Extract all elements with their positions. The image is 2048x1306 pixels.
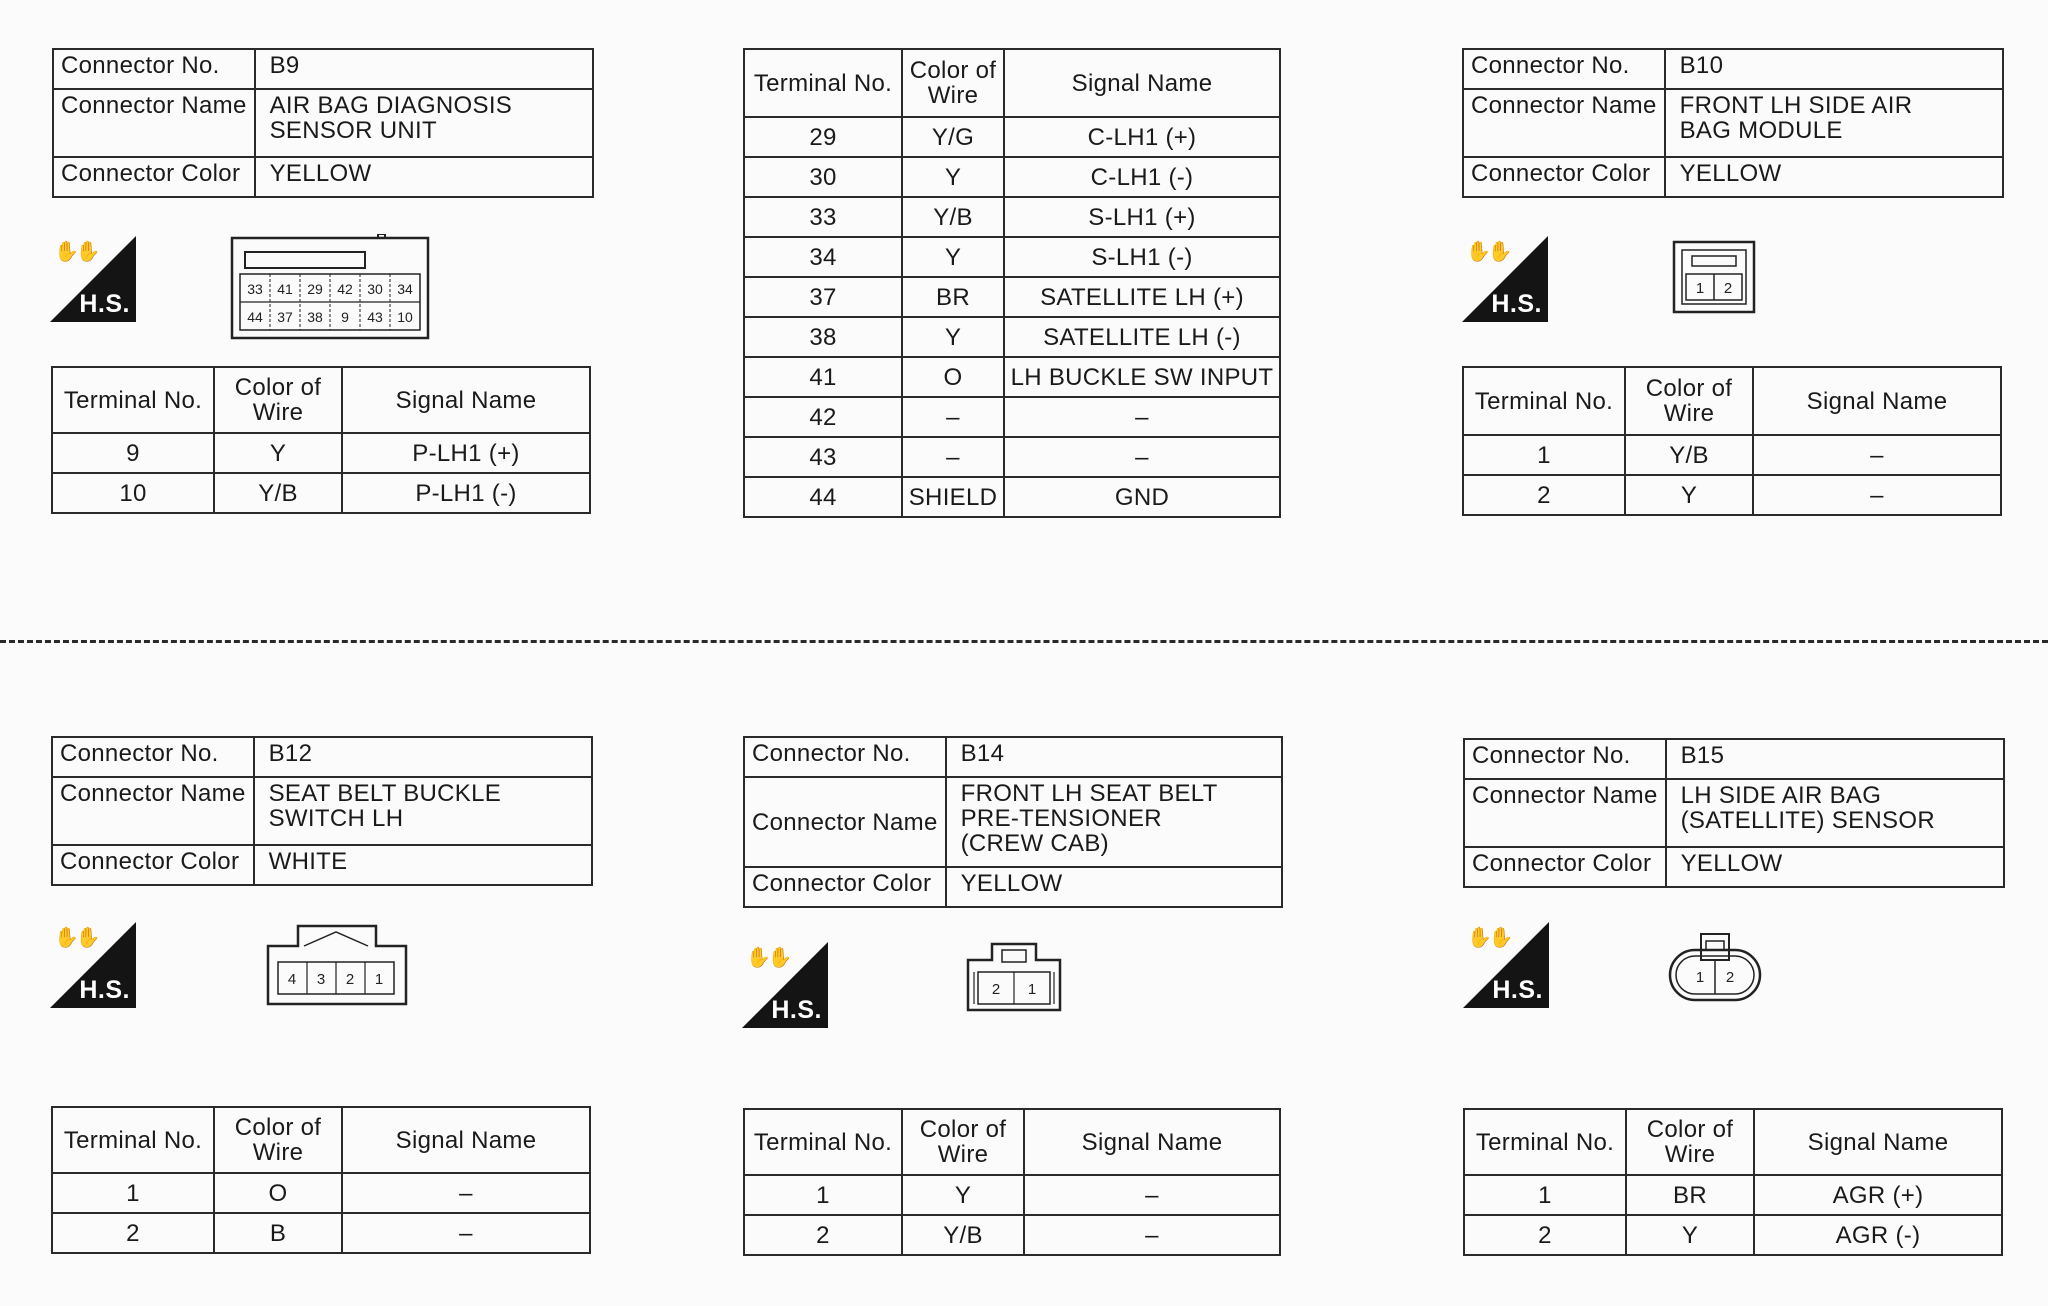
- connector-no-value: B15: [1666, 739, 2004, 779]
- b14-connector-info: [743, 736, 1283, 908]
- pin-label: 29: [307, 281, 323, 297]
- wire-color-cell: Y/G: [902, 117, 1004, 157]
- terminal-no-header: Terminal No.: [1463, 367, 1625, 435]
- connector-name-label: Connector Name: [52, 777, 254, 845]
- signal-name-cell: S-LH1 (+): [1004, 197, 1280, 237]
- signal-name-header: Signal Name: [1754, 1109, 2002, 1175]
- terminal-no-cell: 2: [1463, 475, 1625, 515]
- connector-no-label: Connector No.: [52, 737, 254, 777]
- b9-connector-face-icon: [230, 234, 430, 344]
- signal-name-cell: P-LH1 (+): [342, 433, 590, 473]
- pin-label: 2: [991, 981, 1001, 998]
- wire-color-cell: Y: [902, 237, 1004, 277]
- table-row: [744, 397, 1280, 437]
- wire-color-cell: Y/B: [902, 197, 1004, 237]
- table-row: [744, 437, 1280, 477]
- connector-name-value: FRONT LH SIDE AIR BAG MODULE: [1665, 89, 2003, 157]
- connector-color-value: WHITE: [254, 845, 592, 885]
- hs-badge: [742, 942, 828, 1028]
- wire-color-cell: BR: [1626, 1175, 1754, 1215]
- connector-name-label: Connector Name: [1463, 89, 1665, 157]
- signal-name-cell: S-LH1 (-): [1004, 237, 1280, 277]
- harness-side-hand-icon: ✋✋: [54, 239, 98, 263]
- table-row: [744, 357, 1280, 397]
- table-row: [1464, 1215, 2002, 1255]
- connector-color-value: YELLOW: [255, 157, 593, 197]
- harness-side-hand-icon: ✋✋: [54, 925, 98, 949]
- connector-color-value: YELLOW: [1666, 847, 2004, 887]
- table-row: [1463, 475, 2001, 515]
- signal-name-cell: –: [1753, 435, 2001, 475]
- terminal-no-cell: 33: [744, 197, 902, 237]
- pin-label: 1: [1027, 981, 1037, 998]
- pin-label: 4: [287, 971, 297, 988]
- table-row: [52, 1213, 590, 1253]
- b14-terminal-table: [743, 1108, 1281, 1256]
- harness-side-hand-icon: ✋✋: [1466, 239, 1510, 263]
- pin-label: 33: [247, 281, 263, 297]
- b15-connector-face-icon: [1668, 930, 1762, 1006]
- connector-color-value: YELLOW: [946, 867, 1282, 907]
- hs-label: H.S.: [1491, 290, 1542, 318]
- terminal-no-header: Terminal No.: [52, 1107, 214, 1173]
- signal-name-cell: C-LH1 (-): [1004, 157, 1280, 197]
- b12-terminal-table: [51, 1106, 591, 1254]
- connector-color-label: Connector Color: [1464, 847, 1666, 887]
- terminal-no-cell: 9: [52, 433, 214, 473]
- b10-terminal-table: [1462, 366, 2002, 516]
- connector-name-label: Connector Name: [1464, 779, 1666, 847]
- wire-color-cell: Y/B: [1625, 435, 1753, 475]
- terminal-no-cell: 2: [52, 1213, 214, 1253]
- signal-name-header: Signal Name: [342, 367, 590, 433]
- connector-name-value: SEAT BELT BUCKLE SWITCH LH: [254, 777, 592, 845]
- signal-name-cell: C-LH1 (+): [1004, 117, 1280, 157]
- pin-label: 38: [307, 309, 323, 325]
- terminal-no-cell: 43: [744, 437, 902, 477]
- hs-badge: [50, 236, 136, 322]
- b9-terminal-table-continued: [743, 48, 1281, 518]
- terminal-no-cell: 1: [1463, 435, 1625, 475]
- table-row: [744, 197, 1280, 237]
- terminal-no-cell: 1: [744, 1175, 902, 1215]
- b10-connector-info: [1462, 48, 2004, 198]
- b14-connector-face-icon: [966, 938, 1062, 1014]
- hs-label: H.S.: [1492, 976, 1543, 1004]
- wire-color-cell: Y: [902, 1175, 1024, 1215]
- table-row: [52, 1173, 590, 1213]
- table-row: [744, 157, 1280, 197]
- pin-label: 43: [367, 309, 383, 325]
- table-row: [1464, 1175, 2002, 1215]
- signal-name-cell: AGR (-): [1754, 1215, 2002, 1255]
- connector-no-label: Connector No.: [1463, 49, 1665, 89]
- connector-no-label: Connector No.: [53, 49, 255, 89]
- terminal-no-cell: 38: [744, 317, 902, 357]
- connector-no-value: B12: [254, 737, 592, 777]
- color-of-wire-header: Color of Wire: [214, 1107, 342, 1173]
- harness-side-hand-icon: ✋✋: [1467, 925, 1511, 949]
- terminal-no-header: Terminal No.: [744, 49, 902, 117]
- connector-no-value: B14: [946, 737, 1282, 777]
- terminal-no-cell: 37: [744, 277, 902, 317]
- wire-color-cell: BR: [902, 277, 1004, 317]
- hs-label: H.S.: [79, 976, 130, 1004]
- table-row: [744, 237, 1280, 277]
- pin-label: 2: [345, 971, 355, 988]
- pin-label: 10: [397, 309, 413, 325]
- wire-color-cell: SHIELD: [902, 477, 1004, 517]
- wire-color-cell: –: [902, 437, 1004, 477]
- signal-name-header: Signal Name: [1004, 49, 1280, 117]
- signal-name-cell: GND: [1004, 477, 1280, 517]
- b15-connector-info: [1463, 738, 2005, 888]
- hs-label: H.S.: [771, 996, 822, 1024]
- table-row: [744, 277, 1280, 317]
- wire-color-cell: Y: [902, 157, 1004, 197]
- pin-label: 1: [374, 971, 384, 988]
- b12-connector-face-icon: [266, 922, 408, 1006]
- signal-name-cell: –: [1753, 475, 2001, 515]
- color-of-wire-header: Color of Wire: [1626, 1109, 1754, 1175]
- pin-label: 44: [247, 309, 263, 325]
- signal-name-cell: LH BUCKLE SW INPUT: [1004, 357, 1280, 397]
- b10-connector-face-icon: [1672, 240, 1756, 314]
- table-row: [1463, 435, 2001, 475]
- terminal-no-cell: 42: [744, 397, 902, 437]
- connector-name-label: Connector Name: [53, 89, 255, 157]
- terminal-no-cell: 2: [1464, 1215, 1626, 1255]
- color-of-wire-header: Color of Wire: [902, 1109, 1024, 1175]
- connector-name-value: FRONT LH SEAT BELT PRE-TENSIONER (CREW CAB): [946, 777, 1282, 867]
- terminal-no-cell: 1: [1464, 1175, 1626, 1215]
- wire-color-cell: Y: [214, 433, 342, 473]
- signal-name-header: Signal Name: [1024, 1109, 1280, 1175]
- pin-label: 37: [277, 309, 293, 325]
- pin-label: 30: [367, 281, 383, 297]
- terminal-no-header: Terminal No.: [52, 367, 214, 433]
- terminal-no-cell: 1: [52, 1173, 214, 1213]
- terminal-no-cell: 30: [744, 157, 902, 197]
- wire-color-cell: –: [902, 397, 1004, 437]
- terminal-no-cell: 10: [52, 473, 214, 513]
- pin-label: 1: [1695, 969, 1705, 986]
- connector-color-label: Connector Color: [744, 867, 946, 907]
- hs-label: H.S.: [79, 290, 130, 318]
- hs-badge: [1463, 922, 1549, 1008]
- b12-connector-info: [51, 736, 593, 886]
- table-row: [744, 317, 1280, 357]
- pin-label: 3: [316, 971, 326, 988]
- table-row: [744, 1175, 1280, 1215]
- signal-name-cell: –: [1004, 437, 1280, 477]
- connector-color-value: YELLOW: [1665, 157, 2003, 197]
- wire-color-cell: Y/B: [902, 1215, 1024, 1255]
- table-row: [52, 473, 590, 513]
- table-row: [744, 477, 1280, 517]
- wire-color-cell: Y: [1625, 475, 1753, 515]
- table-row: [744, 117, 1280, 157]
- pin-label: 2: [1723, 280, 1733, 297]
- terminal-no-header: Terminal No.: [1464, 1109, 1626, 1175]
- signal-name-cell: –: [1004, 397, 1280, 437]
- terminal-no-header: Terminal No.: [744, 1109, 902, 1175]
- terminal-no-cell: 29: [744, 117, 902, 157]
- terminal-no-cell: 44: [744, 477, 902, 517]
- connector-color-label: Connector Color: [1463, 157, 1665, 197]
- signal-name-cell: –: [1024, 1215, 1280, 1255]
- signal-name-cell: –: [342, 1173, 590, 1213]
- signal-name-cell: –: [1024, 1175, 1280, 1215]
- connector-name-value: AIR BAG DIAGNOSIS SENSOR UNIT: [255, 89, 593, 157]
- hs-badge: [1462, 236, 1548, 322]
- signal-name-header: Signal Name: [342, 1107, 590, 1173]
- wire-color-cell: Y: [1626, 1215, 1754, 1255]
- connector-color-label: Connector Color: [52, 845, 254, 885]
- signal-name-cell: SATELLITE LH (+): [1004, 277, 1280, 317]
- connector-no-value: B9: [255, 49, 593, 89]
- color-of-wire-header: Color of Wire: [214, 367, 342, 433]
- connector-no-value: B10: [1665, 49, 2003, 89]
- color-of-wire-header: Color of Wire: [1625, 367, 1753, 435]
- terminal-no-cell: 41: [744, 357, 902, 397]
- signal-name-header: Signal Name: [1753, 367, 2001, 435]
- wire-color-cell: Y/B: [214, 473, 342, 513]
- b9-terminal-table: [51, 366, 591, 514]
- terminal-no-cell: 34: [744, 237, 902, 277]
- signal-name-cell: P-LH1 (-): [342, 473, 590, 513]
- wire-color-cell: O: [902, 357, 1004, 397]
- b9-connector-info: [52, 48, 594, 198]
- color-of-wire-header: Color of Wire: [902, 49, 1004, 117]
- pin-label: 34: [397, 281, 413, 297]
- wire-color-cell: B: [214, 1213, 342, 1253]
- connector-no-label: Connector No.: [744, 737, 946, 777]
- connector-no-label: Connector No.: [1464, 739, 1666, 779]
- pin-label: 2: [1725, 969, 1735, 986]
- connector-color-label: Connector Color: [53, 157, 255, 197]
- terminal-no-cell: 2: [744, 1215, 902, 1255]
- section-divider: [0, 640, 2048, 643]
- pin-label: 41: [277, 281, 293, 297]
- harness-side-hand-icon: ✋✋: [746, 945, 790, 969]
- signal-name-cell: SATELLITE LH (-): [1004, 317, 1280, 357]
- hs-badge: [50, 922, 136, 1008]
- signal-name-cell: –: [342, 1213, 590, 1253]
- connector-name-label: Connector Name: [744, 777, 946, 867]
- pin-label: 9: [341, 309, 349, 325]
- pin-label: 1: [1695, 280, 1705, 297]
- wire-color-cell: O: [214, 1173, 342, 1213]
- signal-name-cell: AGR (+): [1754, 1175, 2002, 1215]
- pin-label: 42: [337, 281, 353, 297]
- table-row: [52, 433, 590, 473]
- connector-name-value: LH SIDE AIR BAG (SATELLITE) SENSOR: [1666, 779, 2004, 847]
- b15-terminal-table: [1463, 1108, 2003, 1256]
- table-row: [744, 1215, 1280, 1255]
- wire-color-cell: Y: [902, 317, 1004, 357]
